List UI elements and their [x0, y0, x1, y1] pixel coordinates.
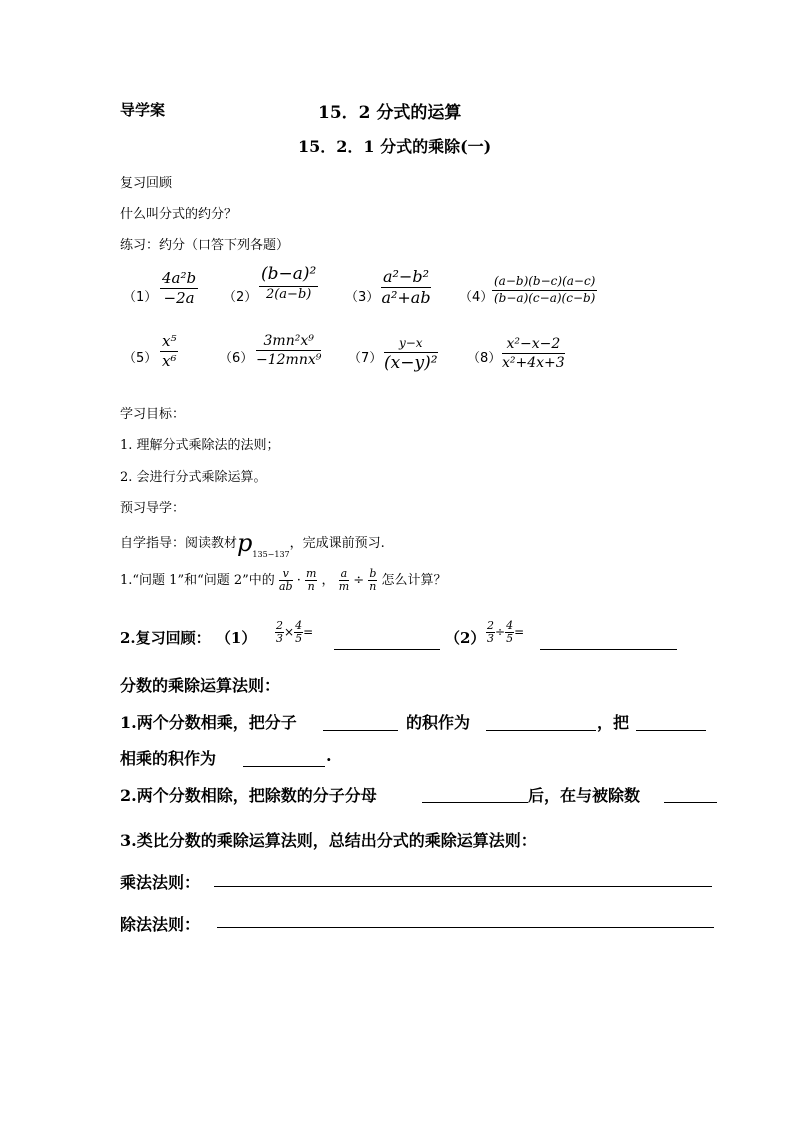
- fraction-numerator: m: [305, 567, 317, 580]
- answer-blank[interactable]: [664, 802, 717, 803]
- goal-item: 1. 理解分式乘除法的法则；: [120, 438, 280, 453]
- exercise-fraction: [256, 333, 321, 368]
- fraction-numerator: a²−b²: [381, 268, 431, 288]
- exercise-fraction: [259, 265, 318, 302]
- q1-suffix: 怎么计算？: [381, 573, 447, 589]
- rule-2-text: 2.两个分数相除，把除数的分子分母: [120, 786, 377, 805]
- exercise-label: （7）: [348, 351, 383, 366]
- fraction-numerator: 2: [276, 619, 283, 632]
- answer-blank[interactable]: [486, 730, 596, 731]
- fraction-denominator: 3: [276, 632, 283, 646]
- goal-item: 2. 会进行分式乘除运算。: [120, 470, 267, 485]
- answer-blank[interactable]: [636, 730, 706, 731]
- exercise-fraction: [381, 268, 431, 308]
- exercise-fraction: [160, 333, 178, 371]
- fraction-denominator: ab: [278, 580, 293, 594]
- fraction-numerator: 4a²b: [160, 270, 198, 289]
- answer-blank[interactable]: [422, 802, 528, 803]
- fraction-denominator: x⁶: [162, 352, 177, 371]
- guide-pages: 135−137: [252, 550, 290, 559]
- inline-fraction: [368, 568, 377, 593]
- fraction-denominator: n: [369, 580, 377, 594]
- fraction-denominator: 3: [487, 632, 494, 646]
- exercise-fraction: [492, 275, 597, 306]
- fraction-numerator: 3mn²x⁹: [256, 333, 321, 351]
- inline-fraction: [279, 568, 293, 593]
- fraction-numerator: 4: [506, 619, 514, 632]
- fraction-denominator: (b−a)(c−a)(c−b): [494, 290, 596, 305]
- rule-1-text: 相乘的积作为: [120, 749, 217, 768]
- question-1: [120, 568, 447, 593]
- fraction-numerator: x⁵: [160, 333, 178, 352]
- q2-part-1-expression: [275, 620, 313, 645]
- answer-blank[interactable]: [334, 649, 440, 650]
- doc-type-label: 导学案: [120, 101, 166, 119]
- answer-line[interactable]: [214, 886, 712, 887]
- fraction-denominator: 5: [295, 632, 303, 646]
- rule-1-text: ，把: [597, 713, 630, 732]
- answer-blank[interactable]: [540, 649, 677, 650]
- inline-fraction: [275, 620, 284, 645]
- q2-part-1-label: （1）: [215, 629, 257, 647]
- inline-fraction: [305, 568, 317, 593]
- answer-blank[interactable]: [243, 766, 325, 767]
- rule-2-text: 后，在与被除数: [528, 786, 641, 805]
- fraction-denominator: x²+4x+3: [502, 355, 565, 372]
- fraction-numerator: v: [279, 568, 293, 581]
- fraction-numerator: (a−b)(b−c)(a−c): [492, 275, 597, 291]
- review-heading: 复习回顾: [120, 176, 173, 191]
- rule-1-text: 1.两个分数相乘，把分子: [120, 713, 297, 732]
- page-title: 15．2 分式的运算: [318, 103, 462, 123]
- exercise-label: （3）: [345, 290, 380, 305]
- question-2: [120, 627, 256, 648]
- guide-page-symbol: p: [237, 529, 253, 557]
- fraction-denominator: (x−y)²: [384, 352, 438, 373]
- inline-fraction: [339, 568, 349, 593]
- fraction-numerator: 4: [295, 619, 303, 632]
- divide-operator: ÷: [353, 573, 365, 589]
- fraction-numerator: x²−x−2: [502, 336, 565, 354]
- fraction-denominator: n: [307, 580, 315, 594]
- inline-fraction: [294, 620, 303, 645]
- fraction-numerator: y−x: [384, 337, 438, 353]
- rule-3-text: 3.类比分数的乘除运算法则，总结出分式的乘除运算法则：: [120, 831, 537, 850]
- inline-fraction: [505, 620, 514, 645]
- rule-1-period: .: [326, 746, 332, 765]
- rule-1-text: 的积作为: [406, 713, 471, 732]
- guide-suffix: ，完成课前预习.: [289, 536, 385, 551]
- equals-sign: =: [514, 625, 525, 640]
- dot-operator: ·: [296, 573, 301, 589]
- answer-line[interactable]: [217, 927, 714, 928]
- answer-blank[interactable]: [323, 730, 398, 731]
- q2-part-2-label: （2）: [445, 629, 486, 647]
- exercise-instruction: 练习：约分（口答下列各题）: [120, 238, 290, 253]
- exercise-fraction: [502, 336, 565, 371]
- separator: ，: [321, 573, 335, 589]
- self-study-guide: [120, 529, 385, 559]
- exercise-label: （6）: [219, 351, 254, 366]
- divide-operator: ÷: [495, 625, 506, 640]
- fraction-numerator: (b−a)²: [259, 265, 318, 287]
- exercise-fraction: [384, 337, 438, 373]
- section-subtitle: 15．2．1 分式的乘除(一): [298, 137, 492, 156]
- rules-heading: 分数的乘除运算法则：: [120, 676, 281, 695]
- goals-heading: 学习目标：: [120, 407, 186, 422]
- q2-part-2-expression: [486, 620, 524, 645]
- exercise-fraction: [160, 270, 198, 308]
- fraction-numerator: b: [369, 567, 377, 580]
- inline-fraction: [486, 620, 495, 645]
- exercise-label: （2）: [223, 290, 258, 305]
- equals-sign: =: [303, 625, 314, 640]
- fraction-numerator: a: [340, 567, 348, 580]
- review-question: 什么叫分式的约分？: [120, 207, 238, 222]
- preview-heading: 预习导学：: [120, 501, 186, 516]
- fraction-denominator: −12mnx⁹: [256, 352, 322, 369]
- exercise-label: （5）: [123, 351, 158, 366]
- fraction-denominator: 2(a−b): [265, 286, 312, 302]
- fraction-denominator: a²+ab: [381, 288, 431, 308]
- fraction-denominator: −2a: [163, 289, 195, 308]
- exercise-label: （8）: [467, 351, 502, 366]
- fraction-denominator: 5: [506, 632, 514, 646]
- fraction-denominator: m: [338, 580, 350, 594]
- guide-prefix: 自学指导：阅读教材: [120, 536, 238, 551]
- q1-prefix: 1.“问题 1”和“问题 2”中的: [120, 573, 275, 589]
- exercise-label: （4）: [459, 290, 494, 305]
- q2-prefix: 2.复习回顾：: [120, 629, 211, 647]
- exercise-label: （1）: [123, 290, 158, 305]
- division-rule-label: 除法法则：: [120, 915, 201, 934]
- fraction-numerator: 2: [487, 619, 494, 632]
- multiplication-rule-label: 乘法法则：: [120, 873, 201, 892]
- multiply-operator: ×: [284, 625, 295, 640]
